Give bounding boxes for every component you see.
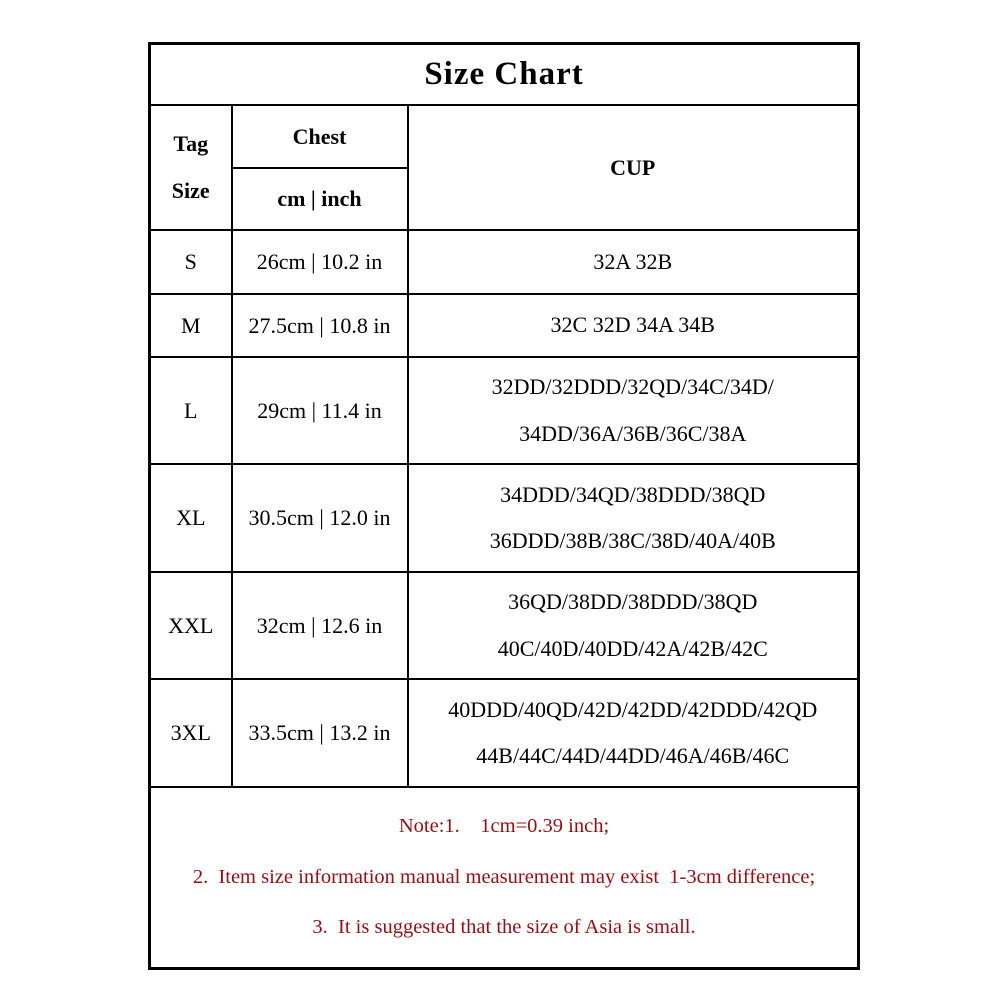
chest-cell: 33.5cm | 13.2 in <box>232 679 408 787</box>
size-cell: XL <box>150 464 232 572</box>
chest-cell: 30.5cm | 12.0 in <box>232 464 408 572</box>
cup-line: 36DDD/38B/38C/38D/40A/40B <box>489 528 776 553</box>
column-header-tag-size <box>150 105 232 230</box>
table-row <box>150 357 859 464</box>
cup-line: 40DDD/40QD/42D/42DD/42DDD/42QD <box>448 696 818 722</box>
size-cell: 3XL <box>150 679 232 787</box>
cup-cell <box>408 464 859 572</box>
cup-cell <box>408 357 859 464</box>
size-cell: S <box>150 230 232 294</box>
note-line-3: 3. It is suggested that the size of Asia is small. <box>312 916 696 939</box>
table-row <box>150 44 859 106</box>
page-title: Size Chart <box>150 44 859 106</box>
column-header-chest: Chest <box>232 105 408 168</box>
size-cell: L <box>150 357 232 464</box>
column-header-cup: CUP <box>408 105 859 230</box>
cup-cell <box>408 572 859 679</box>
size-cell: XXL <box>150 572 232 679</box>
note-line-1: Note:1. 1cm=0.39 inch; <box>398 815 610 837</box>
chest-cell: 32cm | 12.6 in <box>232 572 408 679</box>
cup-cell <box>408 679 859 787</box>
size-cell: M <box>150 294 232 357</box>
cup-line: 32C 32D 34A 34B <box>550 312 715 338</box>
table-row <box>150 230 859 294</box>
cup-line: 32DD/32DDD/32QD/34C/34D/ <box>491 374 774 400</box>
table-row <box>150 679 859 787</box>
cup-cell <box>408 230 859 294</box>
table-row <box>150 464 859 572</box>
table-row <box>150 787 859 968</box>
table-row <box>150 572 859 679</box>
table-row <box>150 294 859 357</box>
tag-size-label-line1: Tag <box>173 131 209 157</box>
cup-line: 40C/40D/40DD/42A/42B/42C <box>497 635 768 661</box>
cup-line: 34DDD/34QD/38DDD/38QD <box>500 481 766 507</box>
column-header-chest-unit: cm | inch <box>232 168 408 230</box>
chest-cell: 26cm | 10.2 in <box>232 230 408 294</box>
notes-section <box>150 787 859 968</box>
cup-line: 36QD/38DD/38DDD/38QD <box>508 589 758 615</box>
cup-line: 44B/44C/44D/44DD/46A/46B/46C <box>476 743 790 768</box>
chest-cell: 27.5cm | 10.8 in <box>232 294 408 357</box>
chest-cell: 29cm | 11.4 in <box>232 357 408 464</box>
size-chart-table <box>148 42 860 970</box>
table-row <box>150 105 859 168</box>
cup-line: 34DD/36A/36B/36C/38A <box>519 420 747 446</box>
cup-cell <box>408 294 859 357</box>
cup-line: 32A 32B <box>593 248 673 274</box>
tag-size-label-line2: Size <box>171 177 210 203</box>
note-line-2: 2. Item size information manual measurement may exist 1-3cm difference; <box>192 865 816 888</box>
